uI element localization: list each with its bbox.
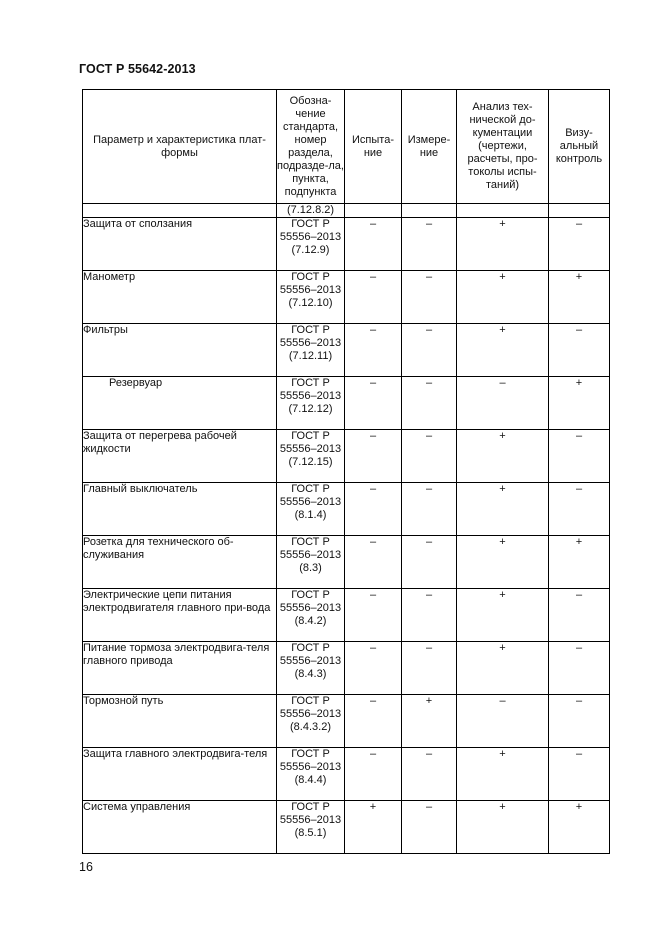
row-measurement-mark: + xyxy=(402,695,457,748)
row-measurement-mark: – xyxy=(402,536,457,589)
row-test-mark: – xyxy=(345,377,402,430)
row-parameter: Тормозной путь xyxy=(83,695,277,748)
row-measurement-mark: – xyxy=(402,589,457,642)
row-analysis-mark: + xyxy=(457,748,549,801)
row-visual-mark: – xyxy=(549,748,610,801)
table-row xyxy=(83,430,610,483)
row-test-mark: – xyxy=(345,748,402,801)
row-parameter: Электрические цепи питания электродвигателя главного при-вода xyxy=(83,589,277,642)
row-test-mark: – xyxy=(345,271,402,324)
row-visual-mark: – xyxy=(549,695,610,748)
row-measurement-mark: – xyxy=(402,642,457,695)
continuation-param xyxy=(83,204,277,218)
continuation-reference: (7.12.8.2) xyxy=(277,204,345,218)
row-standard-reference: ГОСТ Р 55556–2013 (8.3) xyxy=(277,536,345,589)
row-analysis-mark: – xyxy=(457,695,549,748)
row-parameter: Манометр xyxy=(83,271,277,324)
row-test-mark: – xyxy=(345,695,402,748)
row-parameter: Розетка для технического об-служивания xyxy=(83,536,277,589)
row-visual-mark: – xyxy=(549,324,610,377)
row-test-mark: – xyxy=(345,218,402,271)
row-parameter: Система управления xyxy=(83,801,277,854)
row-parameter: Защита от перегрева рабочей жидкости xyxy=(83,430,277,483)
table-row xyxy=(83,801,610,854)
row-visual-mark: – xyxy=(549,430,610,483)
table-row xyxy=(83,642,610,695)
table-row xyxy=(83,695,610,748)
row-measurement-mark: – xyxy=(402,271,457,324)
header-measurement: Измере-ние xyxy=(402,90,457,204)
row-test-mark: – xyxy=(345,642,402,695)
row-standard-reference: ГОСТ Р 55556–2013 (7.12.12) xyxy=(277,377,345,430)
row-standard-reference: ГОСТ Р 55556–2013 (8.5.1) xyxy=(277,801,345,854)
row-standard-reference: ГОСТ Р 55556–2013 (8.4.4) xyxy=(277,748,345,801)
row-analysis-mark: + xyxy=(457,483,549,536)
row-test-mark: – xyxy=(345,589,402,642)
header-visual-control: Визу-альный контроль xyxy=(549,90,610,204)
row-standard-reference: ГОСТ Р 55556–2013 (8.4.3.2) xyxy=(277,695,345,748)
table-row xyxy=(83,536,610,589)
row-test-mark: – xyxy=(345,536,402,589)
row-measurement-mark: – xyxy=(402,483,457,536)
table-header-row xyxy=(83,90,610,204)
row-measurement-mark: – xyxy=(402,377,457,430)
header-doc-analysis: Анализ тех-нической до-кументации (чертежи, расчеты, про-токолы испы-таний) xyxy=(457,90,549,204)
row-analysis-mark: – xyxy=(457,377,549,430)
row-standard-reference: ГОСТ Р 55556–2013 (8.4.2) xyxy=(277,589,345,642)
table-row xyxy=(83,324,610,377)
header-test: Испыта-ние xyxy=(345,90,402,204)
row-analysis-mark: + xyxy=(457,271,549,324)
row-test-mark: – xyxy=(345,430,402,483)
row-measurement-mark: – xyxy=(402,801,457,854)
header-parameter: Параметр и характеристика плат-формы xyxy=(83,90,277,204)
row-standard-reference: ГОСТ Р 55556–2013 (7.12.10) xyxy=(277,271,345,324)
row-standard-reference: ГОСТ Р 55556–2013 (8.1.4) xyxy=(277,483,345,536)
row-measurement-mark: – xyxy=(402,324,457,377)
table-row xyxy=(83,271,610,324)
table-row xyxy=(83,377,610,430)
row-visual-mark: – xyxy=(549,218,610,271)
row-parameter: Главный выключатель xyxy=(83,483,277,536)
row-test-mark: + xyxy=(345,801,402,854)
row-test-mark: – xyxy=(345,324,402,377)
row-visual-mark: + xyxy=(549,271,610,324)
inspection-table xyxy=(82,89,610,854)
row-analysis-mark: + xyxy=(457,324,549,377)
row-analysis-mark: + xyxy=(457,642,549,695)
row-analysis-mark: + xyxy=(457,218,549,271)
row-standard-reference: ГОСТ Р 55556–2013 (7.12.15) xyxy=(277,430,345,483)
row-visual-mark: – xyxy=(549,642,610,695)
row-measurement-mark: – xyxy=(402,430,457,483)
row-measurement-mark: – xyxy=(402,218,457,271)
row-visual-mark: + xyxy=(549,536,610,589)
row-parameter: Фильтры xyxy=(83,324,277,377)
row-standard-reference: ГОСТ Р 55556–2013 (7.12.9) xyxy=(277,218,345,271)
row-analysis-mark: + xyxy=(457,589,549,642)
row-standard-reference: ГОСТ Р 55556–2013 (7.12.11) xyxy=(277,324,345,377)
row-test-mark: – xyxy=(345,483,402,536)
row-parameter: Защита главного электродвига-теля xyxy=(83,748,277,801)
continuation-row xyxy=(83,204,610,218)
row-visual-mark: – xyxy=(549,589,610,642)
row-visual-mark: – xyxy=(549,483,610,536)
row-parameter: Защита от сползания xyxy=(83,218,277,271)
row-standard-reference: ГОСТ Р 55556–2013 (8.4.3) xyxy=(277,642,345,695)
table-row xyxy=(83,483,610,536)
row-visual-mark: + xyxy=(549,801,610,854)
row-analysis-mark: + xyxy=(457,430,549,483)
table-row xyxy=(83,589,610,642)
row-analysis-mark: + xyxy=(457,536,549,589)
table-row xyxy=(83,218,610,271)
document-header: ГОСТ Р 55642-2013 xyxy=(79,62,196,76)
row-analysis-mark: + xyxy=(457,801,549,854)
row-parameter: Питание тормоза электродвига-теля главного привода xyxy=(83,642,277,695)
page-number: 16 xyxy=(79,860,93,874)
table-row xyxy=(83,748,610,801)
header-standard-reference: Обозна-чение стандарта, номер раздела, подразде-ла, пункта, подпункта xyxy=(277,90,345,204)
row-visual-mark: + xyxy=(549,377,610,430)
row-measurement-mark: – xyxy=(402,748,457,801)
row-parameter: Резервуар xyxy=(83,377,277,430)
